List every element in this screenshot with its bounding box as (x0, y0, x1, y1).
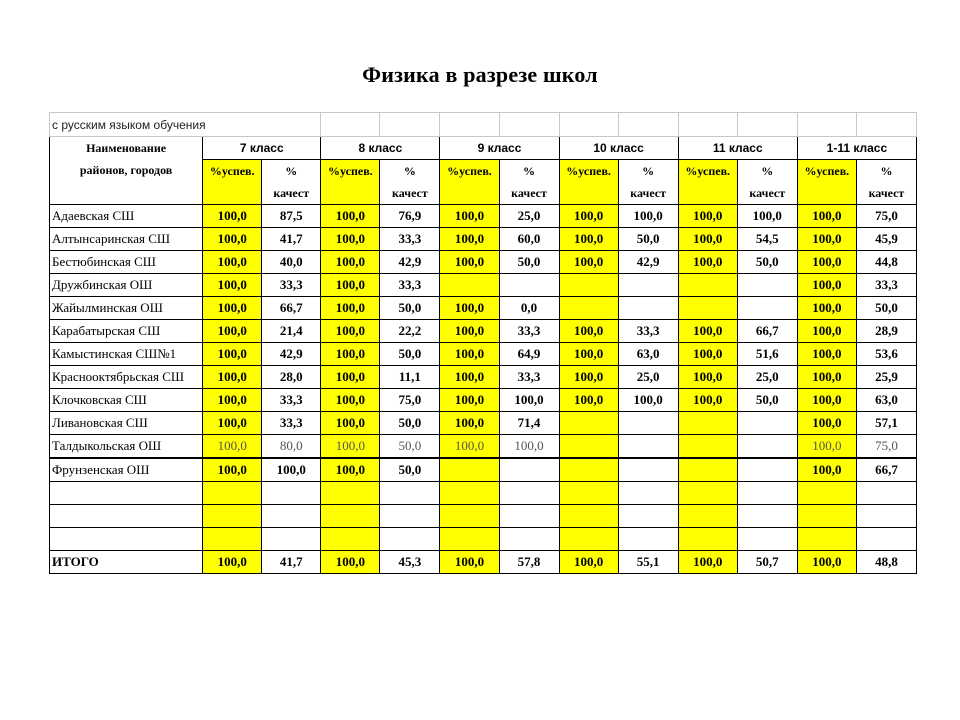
uspev-cell: 100,0 (797, 320, 856, 343)
kachest-cell: 45,9 (856, 228, 916, 251)
kachest-cell: 33,3 (262, 389, 321, 412)
table-row (50, 251, 917, 274)
kachest-cell: 55,1 (618, 551, 678, 574)
kachest-cell: 50,0 (380, 458, 440, 482)
kachest-cell: 100,0 (618, 205, 678, 228)
uspev-cell: 100,0 (797, 251, 856, 274)
kachest-cell: 33,3 (499, 320, 559, 343)
school-name: Карабатырская СШ (50, 320, 203, 343)
kachest-cell: 76,9 (380, 205, 440, 228)
header-kachest-top-2: % (499, 160, 559, 183)
kachest-cell: 21,4 (262, 320, 321, 343)
uspev-cell (559, 528, 618, 551)
kachest-cell: 57,1 (856, 412, 916, 435)
uspev-cell: 100,0 (203, 412, 262, 435)
uspev-cell: 100,0 (440, 389, 499, 412)
uspev-cell: 100,0 (678, 251, 737, 274)
school-name: Жайылминская ОШ (50, 297, 203, 320)
kachest-cell (262, 482, 321, 505)
kachest-cell: 71,4 (499, 412, 559, 435)
uspev-cell (797, 528, 856, 551)
uspev-cell (678, 274, 737, 297)
kachest-cell: 25,0 (737, 366, 797, 389)
uspev-cell (203, 482, 262, 505)
kachest-cell: 50,0 (737, 389, 797, 412)
header-kachest-top-4: % (737, 160, 797, 183)
kachest-cell (499, 458, 559, 482)
kachest-cell (856, 505, 916, 528)
header-class-7: 7 класс (203, 137, 321, 160)
table-row (50, 435, 917, 459)
uspev-cell (797, 482, 856, 505)
kachest-cell (856, 482, 916, 505)
kachest-cell: 11,1 (380, 366, 440, 389)
uspev-cell: 100,0 (321, 251, 380, 274)
uspev-cell (321, 505, 380, 528)
uspev-cell (321, 528, 380, 551)
uspev-cell: 100,0 (440, 251, 499, 274)
page-title: Физика в разрезе школ (362, 62, 598, 87)
kachest-cell (618, 458, 678, 482)
uspev-cell (559, 274, 618, 297)
kachest-cell: 87,5 (262, 205, 321, 228)
school-name: Камыстинская СШ№1 (50, 343, 203, 366)
uspev-cell: 100,0 (678, 320, 737, 343)
kachest-cell (499, 274, 559, 297)
uspev-cell: 100,0 (440, 551, 499, 574)
uspev-cell: 100,0 (559, 320, 618, 343)
kachest-cell: 25,9 (856, 366, 916, 389)
kachest-cell: 50,0 (380, 412, 440, 435)
kachest-cell: 41,7 (262, 551, 321, 574)
kachest-cell: 100,0 (499, 435, 559, 459)
school-name: Адаевская СШ (50, 205, 203, 228)
kachest-cell: 75,0 (856, 205, 916, 228)
uspev-cell: 100,0 (203, 297, 262, 320)
uspev-cell: 100,0 (559, 343, 618, 366)
table-row (50, 228, 917, 251)
kachest-cell: 100,0 (618, 389, 678, 412)
uspev-cell: 100,0 (797, 205, 856, 228)
uspev-cell (440, 482, 499, 505)
kachest-cell: 44,8 (856, 251, 916, 274)
kachest-cell: 75,0 (380, 389, 440, 412)
uspev-cell: 100,0 (678, 389, 737, 412)
uspev-cell: 100,0 (203, 343, 262, 366)
kachest-cell (499, 528, 559, 551)
kachest-cell (380, 528, 440, 551)
uspev-cell (321, 482, 380, 505)
header-name-line1: Наименование (50, 137, 203, 160)
header-uspev-1: %успев. (321, 160, 380, 183)
header-kachest-bottom-2: качест (499, 182, 559, 205)
kachest-cell: 33,3 (618, 320, 678, 343)
kachest-cell: 25,0 (499, 205, 559, 228)
header-class-10: 10 класс (559, 137, 678, 160)
uspev-cell: 100,0 (797, 343, 856, 366)
table-row (50, 528, 917, 551)
header-kachest-top-1: % (380, 160, 440, 183)
uspev-cell: 100,0 (797, 297, 856, 320)
kachest-cell: 33,3 (499, 366, 559, 389)
kachest-cell (618, 505, 678, 528)
kachest-cell: 60,0 (499, 228, 559, 251)
kachest-cell: 75,0 (856, 435, 916, 459)
kachest-cell (262, 528, 321, 551)
uspev-cell: 100,0 (321, 551, 380, 574)
header-uspev-0: %успев. (203, 160, 262, 183)
kachest-cell: 50,0 (499, 251, 559, 274)
header-kachest-top-3: % (618, 160, 678, 183)
kachest-cell: 33,3 (262, 412, 321, 435)
uspev-cell: 100,0 (797, 228, 856, 251)
header-uspev-2: %успев. (440, 160, 499, 183)
table-row (50, 482, 917, 505)
kachest-cell: 50,0 (380, 435, 440, 459)
table-row (50, 274, 917, 297)
uspev-cell (559, 297, 618, 320)
uspev-cell: 100,0 (559, 228, 618, 251)
kachest-cell: 50,0 (737, 251, 797, 274)
kachest-cell (856, 528, 916, 551)
table-row (50, 320, 917, 343)
kachest-cell: 80,0 (262, 435, 321, 459)
table-row (50, 389, 917, 412)
kachest-cell (737, 458, 797, 482)
uspev-cell: 100,0 (321, 274, 380, 297)
kachest-cell: 22,2 (380, 320, 440, 343)
school-name (50, 482, 203, 505)
uspev-cell: 100,0 (678, 366, 737, 389)
kachest-cell: 45,3 (380, 551, 440, 574)
uspev-cell: 100,0 (203, 366, 262, 389)
kachest-cell: 50,0 (618, 228, 678, 251)
uspev-cell (559, 482, 618, 505)
uspev-cell: 100,0 (797, 435, 856, 459)
uspev-cell: 100,0 (321, 389, 380, 412)
uspev-cell (440, 274, 499, 297)
table-row (50, 366, 917, 389)
uspev-cell (203, 505, 262, 528)
uspev-cell: 100,0 (559, 551, 618, 574)
uspev-cell (559, 458, 618, 482)
uspev-cell (440, 505, 499, 528)
header-class-1-11: 1-11 класс (797, 137, 916, 160)
uspev-cell: 100,0 (203, 458, 262, 482)
uspev-cell: 100,0 (203, 320, 262, 343)
uspev-cell: 100,0 (440, 366, 499, 389)
school-name: Талдыкольская ОШ (50, 435, 203, 459)
kachest-cell: 50,7 (737, 551, 797, 574)
uspev-cell (678, 297, 737, 320)
kachest-cell: 42,9 (618, 251, 678, 274)
table-row (50, 412, 917, 435)
kachest-cell (737, 274, 797, 297)
school-name: Дружбинская ОШ (50, 274, 203, 297)
kachest-cell: 28,0 (262, 366, 321, 389)
uspev-cell: 100,0 (321, 297, 380, 320)
uspev-cell: 100,0 (440, 205, 499, 228)
table-row (50, 297, 917, 320)
kachest-cell: 33,3 (856, 274, 916, 297)
uspev-cell: 100,0 (321, 435, 380, 459)
kachest-cell (618, 412, 678, 435)
kachest-cell: 33,3 (380, 274, 440, 297)
total-label: ИТОГО (50, 551, 203, 574)
uspev-cell: 100,0 (440, 435, 499, 459)
header-uspev-5: %успев. (797, 160, 856, 183)
header-kachest-bottom-0: качест (262, 182, 321, 205)
kachest-cell: 42,9 (380, 251, 440, 274)
school-name: Бестюбинская СШ (50, 251, 203, 274)
uspev-cell (678, 435, 737, 459)
kachest-cell: 42,9 (262, 343, 321, 366)
kachest-cell (380, 482, 440, 505)
uspev-cell: 100,0 (203, 274, 262, 297)
kachest-cell (618, 297, 678, 320)
uspev-cell: 100,0 (321, 458, 380, 482)
uspev-cell: 100,0 (797, 274, 856, 297)
kachest-cell (618, 482, 678, 505)
uspev-cell: 100,0 (678, 205, 737, 228)
kachest-cell (737, 297, 797, 320)
kachest-cell: 50,0 (380, 297, 440, 320)
kachest-cell: 53,6 (856, 343, 916, 366)
uspev-cell (678, 412, 737, 435)
header-uspev-3: %успев. (559, 160, 618, 183)
header-kachest-bottom-1: качест (380, 182, 440, 205)
kachest-cell (618, 435, 678, 459)
kachest-cell (380, 505, 440, 528)
kachest-cell: 0,0 (499, 297, 559, 320)
kachest-cell: 57,8 (499, 551, 559, 574)
uspev-cell: 100,0 (797, 389, 856, 412)
kachest-cell (737, 505, 797, 528)
kachest-cell: 33,3 (380, 228, 440, 251)
uspev-cell (203, 528, 262, 551)
table-row (50, 205, 917, 228)
kachest-cell: 63,0 (856, 389, 916, 412)
kachest-cell: 50,0 (380, 343, 440, 366)
table-row (50, 343, 917, 366)
kachest-cell: 100,0 (262, 458, 321, 482)
uspev-cell: 100,0 (797, 458, 856, 482)
total-row (50, 551, 917, 574)
kachest-cell: 66,7 (737, 320, 797, 343)
uspev-cell (678, 505, 737, 528)
uspev-cell: 100,0 (559, 251, 618, 274)
uspev-cell: 100,0 (797, 366, 856, 389)
uspev-cell: 100,0 (678, 228, 737, 251)
results-table (49, 112, 917, 574)
uspev-cell (559, 505, 618, 528)
kachest-cell (499, 482, 559, 505)
kachest-cell: 40,0 (262, 251, 321, 274)
kachest-cell: 41,7 (262, 228, 321, 251)
uspev-cell (559, 412, 618, 435)
kachest-cell (618, 528, 678, 551)
uspev-cell: 100,0 (203, 551, 262, 574)
table-row (50, 458, 917, 482)
header-kachest-top-5: % (856, 160, 916, 183)
uspev-cell: 100,0 (440, 320, 499, 343)
header-class-11: 11 класс (678, 137, 797, 160)
uspev-cell: 100,0 (203, 435, 262, 459)
kachest-cell: 64,9 (499, 343, 559, 366)
kachest-cell: 33,3 (262, 274, 321, 297)
school-name: Ливановская СШ (50, 412, 203, 435)
uspev-cell: 100,0 (203, 228, 262, 251)
uspev-cell: 100,0 (203, 389, 262, 412)
school-name: Фрунзенская ОШ (50, 458, 203, 482)
uspev-cell: 100,0 (321, 320, 380, 343)
kachest-cell (499, 505, 559, 528)
uspev-cell: 100,0 (678, 551, 737, 574)
uspev-cell (678, 482, 737, 505)
kachest-cell (737, 482, 797, 505)
uspev-cell: 100,0 (321, 228, 380, 251)
kachest-cell: 48,8 (856, 551, 916, 574)
kachest-cell: 100,0 (499, 389, 559, 412)
school-name: Краснооктябрьская СШ (50, 366, 203, 389)
uspev-cell: 100,0 (797, 551, 856, 574)
uspev-cell: 100,0 (797, 412, 856, 435)
kachest-cell: 51,6 (737, 343, 797, 366)
uspev-cell (678, 528, 737, 551)
school-name (50, 528, 203, 551)
kachest-cell: 66,7 (262, 297, 321, 320)
uspev-cell: 100,0 (559, 389, 618, 412)
uspev-cell: 100,0 (321, 343, 380, 366)
school-name: Алтынсаринская СШ (50, 228, 203, 251)
uspev-cell: 100,0 (321, 205, 380, 228)
uspev-cell (559, 435, 618, 459)
uspev-cell (797, 505, 856, 528)
kachest-cell: 66,7 (856, 458, 916, 482)
uspev-cell: 100,0 (203, 251, 262, 274)
uspev-cell: 100,0 (678, 343, 737, 366)
kachest-cell (737, 528, 797, 551)
subtitle-cell: с русским языком обучения (50, 113, 321, 137)
uspev-cell (440, 458, 499, 482)
kachest-cell: 63,0 (618, 343, 678, 366)
kachest-cell (737, 435, 797, 459)
header-kachest-top-0: % (262, 160, 321, 183)
uspev-cell: 100,0 (440, 412, 499, 435)
uspev-cell: 100,0 (559, 205, 618, 228)
header-class-9: 9 класс (440, 137, 559, 160)
kachest-cell: 28,9 (856, 320, 916, 343)
header-kachest-bottom-5: качест (856, 182, 916, 205)
header-kachest-bottom-4: качест (737, 182, 797, 205)
header-name-line2: районов, городов (50, 160, 203, 183)
uspev-cell: 100,0 (321, 412, 380, 435)
uspev-cell (678, 458, 737, 482)
uspev-cell: 100,0 (321, 366, 380, 389)
uspev-cell: 100,0 (440, 343, 499, 366)
uspev-cell (440, 528, 499, 551)
kachest-cell (262, 505, 321, 528)
header-uspev-4: %успев. (678, 160, 737, 183)
kachest-cell: 50,0 (856, 297, 916, 320)
uspev-cell: 100,0 (440, 228, 499, 251)
kachest-cell (618, 274, 678, 297)
header-kachest-bottom-3: качест (618, 182, 678, 205)
header-class-8: 8 класс (321, 137, 440, 160)
kachest-cell: 54,5 (737, 228, 797, 251)
kachest-cell: 100,0 (737, 205, 797, 228)
school-name: Клочковская СШ (50, 389, 203, 412)
kachest-cell (737, 412, 797, 435)
table-row (50, 505, 917, 528)
uspev-cell: 100,0 (440, 297, 499, 320)
school-name (50, 505, 203, 528)
kachest-cell: 25,0 (618, 366, 678, 389)
uspev-cell: 100,0 (559, 366, 618, 389)
uspev-cell: 100,0 (203, 205, 262, 228)
